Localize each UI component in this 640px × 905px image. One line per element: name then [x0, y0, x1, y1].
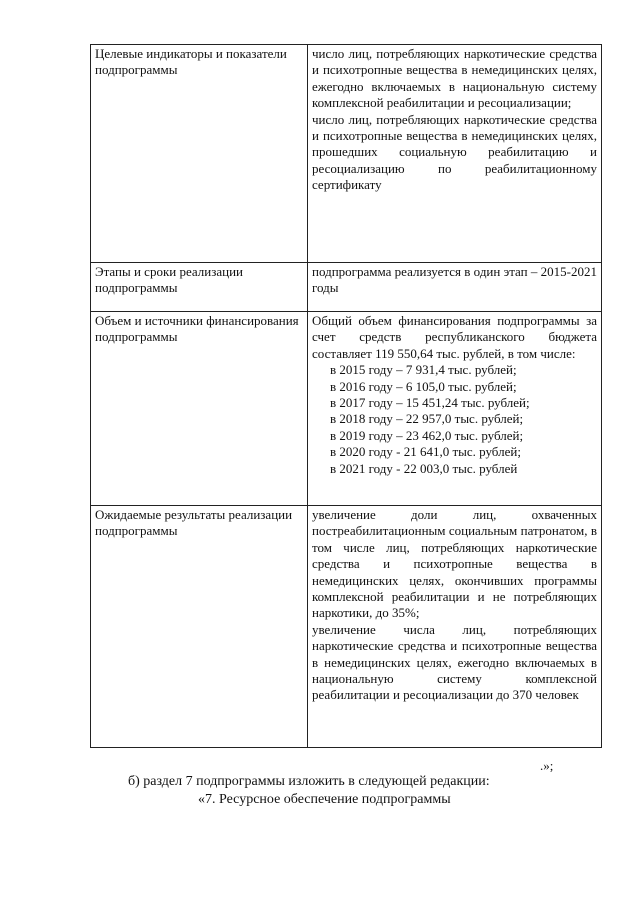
- paragraph: число лиц, потребляющих наркотические средства и психотропные вещества в немедицинских целях, прошедших социальную реабилитацию и ресоциализацию по реабилитационному сертификату: [312, 111, 597, 193]
- table-row-indicators: [91, 45, 602, 263]
- paragraph: Общий объем финансирования подпрограммы за счет средств республиканского бюджета составляет 119 550,64 тыс. рублей, в том числе:: [312, 313, 597, 361]
- table-row-financing: [91, 312, 602, 506]
- list-item: в 2017 году – 15 451,24 тыс. рублей;: [330, 395, 530, 411]
- row-content: [308, 506, 602, 748]
- list-item: в 2019 году – 23 462,0 тыс. рублей;: [330, 427, 524, 443]
- table-row-stages: [91, 263, 602, 312]
- list-item: в 2016 году – 6 105,0 тыс. рублей;: [330, 378, 517, 394]
- instruction-text: б) раздел 7 подпрограммы изложить в следующей редакции:: [128, 774, 490, 789]
- table-row-results: [91, 506, 602, 748]
- section-title: «7. Ресурсное обеспечение подпрограммы: [198, 792, 451, 807]
- row-label: Целевые индикаторы и показатели подпрограммы: [91, 45, 308, 263]
- row-label: Этапы и сроки реализации подпрограммы: [91, 263, 308, 312]
- list-item: в 2018 году – 22 957,0 тыс. рублей;: [330, 411, 524, 427]
- paragraph: подпрограмма реализуется в один этап – 2015-2021 годы: [312, 264, 597, 296]
- row-content: [308, 263, 602, 312]
- list-item: в 2015 году – 7 931,4 тыс. рублей;: [330, 362, 517, 378]
- paragraph: увеличение числа лиц, потребляющих наркотические средства и психотропные вещества в немедицинских целях, ежегодно включаемых в национальную систему комплексной реабилитации и ресоциализации до 370 человек: [312, 621, 597, 703]
- row-content: [308, 45, 602, 263]
- row-label: Ожидаемые результаты реализации подпрограммы: [91, 506, 308, 748]
- paragraph: число лиц, потребляющих наркотические средства и психотропные вещества в немедицинских целях, ежегодно включаемых в национальную систему комплексной реабилитации и ресоциализации;: [312, 46, 597, 111]
- closing-quote: .»;: [540, 758, 554, 773]
- funding-by-year-list: [312, 362, 597, 477]
- row-content: [308, 312, 602, 506]
- list-item: в 2020 году - 21 641,0 тыс. рублей;: [330, 444, 521, 460]
- passport-table: [90, 44, 602, 748]
- row-label: Объем и источники финансирования подпрограммы: [91, 312, 308, 506]
- paragraph: увеличение доли лиц, охваченных постреабилитационным социальным патронатом, в том числе лиц, потребляющих наркотические средства и психотропные вещества в немедицинских целях, окончивших программы комплексной реабилитации и не потребляющих наркотики, до 35%;: [312, 507, 597, 621]
- list-item: в 2021 году - 22 003,0 тыс. рублей: [330, 460, 518, 476]
